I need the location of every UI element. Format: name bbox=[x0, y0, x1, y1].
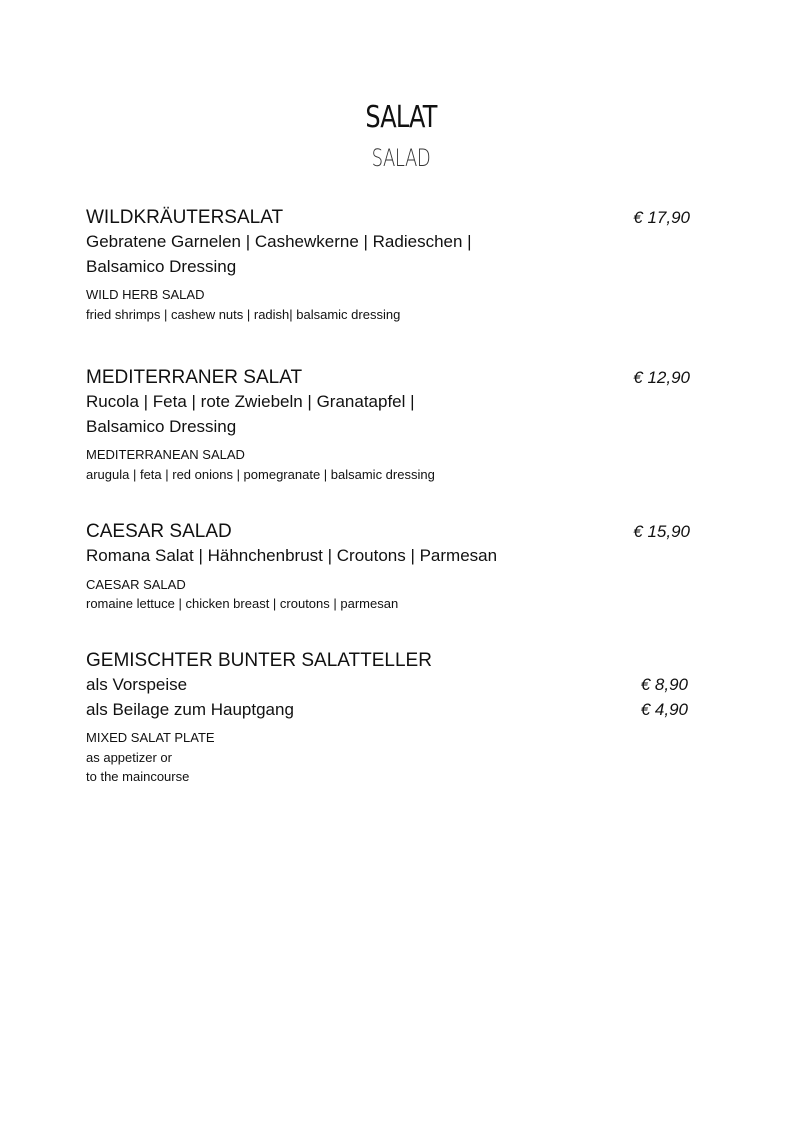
item-english-description: romaine lettuce | chicken breast | croutons | parmesan bbox=[86, 596, 399, 611]
menu-item-gemischter-salatteller bbox=[86, 649, 696, 787]
item-english-description-line: as appetizer or bbox=[86, 749, 172, 765]
item-description-line: Gebratene Garnelen | Cashewkerne | Radieschen | bbox=[86, 232, 472, 251]
item-description-line: Rucola | Feta | rote Zwiebeln | Granatapfel | bbox=[86, 392, 415, 411]
item-description-line: Balsamico Dressing bbox=[86, 256, 237, 276]
page-subtitle: SALAD bbox=[371, 144, 431, 172]
item-english-name: WILD HERB SALAD bbox=[86, 287, 205, 302]
item-option-label: als Vorspeise bbox=[86, 675, 188, 694]
item-option-price: € 8,90 bbox=[640, 675, 688, 694]
item-price: € 17,90 bbox=[633, 208, 690, 227]
menu-item-wildkraeutersalat bbox=[86, 206, 696, 324]
item-description bbox=[86, 544, 566, 569]
item-english-name: MEDITERRANEAN SALAD bbox=[86, 447, 245, 462]
menu-item-caesar-salad bbox=[86, 520, 696, 614]
page-title: SALAT bbox=[365, 100, 437, 135]
item-option-price: € 4,90 bbox=[640, 699, 688, 719]
item-name: MEDITERRANER SALAT bbox=[86, 367, 303, 388]
item-option-row bbox=[86, 698, 696, 723]
item-english-name: CAESAR SALAD bbox=[86, 576, 186, 592]
item-price: € 12,90 bbox=[633, 368, 690, 387]
item-english-description: fried shrimps | cashew nuts | radish| balsamic dressing bbox=[86, 306, 401, 322]
item-name: GEMISCHTER BUNTER SALATTELLER bbox=[86, 650, 432, 671]
item-english-description-line: to the maincourse bbox=[86, 769, 190, 784]
item-description bbox=[86, 230, 536, 279]
item-description-line: Romana Salat | Hähnchenbrust | Croutons | Parmesan bbox=[86, 546, 498, 565]
item-english-name: MIXED SALAT PLATE bbox=[86, 730, 215, 745]
item-price: € 15,90 bbox=[633, 522, 690, 541]
item-english-description: arugula | feta | red onions | pomegranate | balsamic dressing bbox=[86, 466, 435, 482]
menu-item-mediterraner-salat bbox=[86, 366, 696, 484]
item-description-line: Balsamico Dressing bbox=[86, 416, 237, 436]
item-option-row bbox=[86, 673, 696, 698]
item-name: WILDKRÄUTERSALAT bbox=[86, 207, 284, 228]
item-option-label: als Beilage zum Hauptgang bbox=[86, 699, 294, 719]
item-name: CAESAR SALAD bbox=[86, 521, 232, 542]
item-description bbox=[86, 390, 536, 439]
